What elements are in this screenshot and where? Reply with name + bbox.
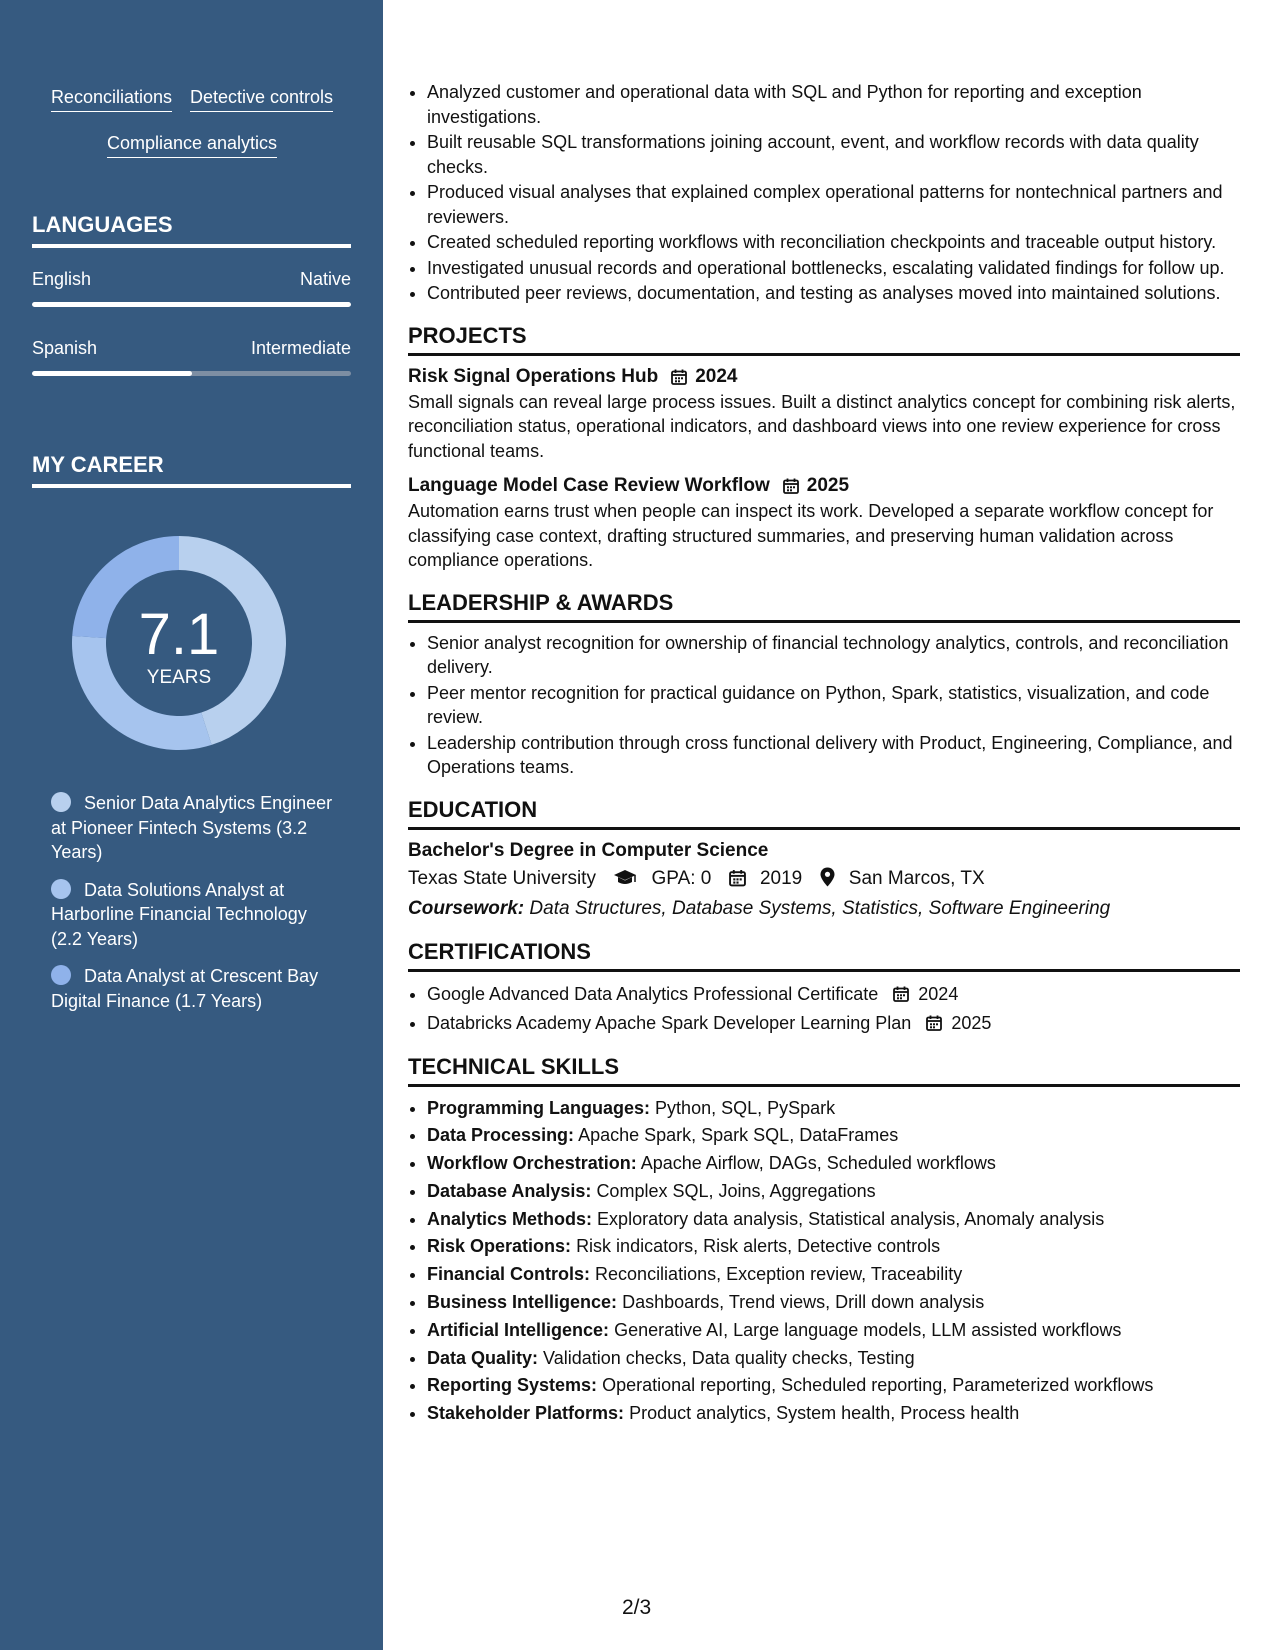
skill-value: Reconciliations, Exception review, Traceability (595, 1264, 963, 1285)
skill-label: Database Analysis: (427, 1180, 592, 1201)
certifications-list (408, 980, 1240, 1037)
coursework-label: Coursework: (408, 897, 525, 919)
calendar-icon (671, 369, 687, 385)
calendar-icon (893, 986, 909, 1002)
skill-item (427, 1122, 1240, 1149)
skill-item (427, 1289, 1240, 1316)
language-proficiency-bar (32, 371, 351, 376)
tag-reconciliations[interactable]: Reconciliations (51, 86, 172, 112)
skill-value: Validation checks, Data quality checks, Testing (543, 1347, 915, 1368)
skill-value: Apache Spark, Spark SQL, DataFrames (578, 1125, 899, 1146)
career-legend-dot (51, 792, 71, 812)
experience-bullet: • Built reusable SQL transformations joining account, event, and workflow records with data quality checks. (427, 130, 1240, 179)
experience-bullet: • Created scheduled reporting workflows with reconciliation checkpoints and traceable output history. (427, 230, 1240, 255)
education-degree: Bachelor's Degree in Computer Science (408, 839, 769, 861)
tag-compliance-analytics[interactable]: Compliance analytics (107, 132, 277, 158)
skill-tags (32, 86, 352, 178)
skills-heading: TECHNICAL SKILLS (408, 1054, 1240, 1087)
education-coursework (408, 894, 1240, 924)
calendar-icon (926, 1015, 942, 1031)
skill-value: Apache Airflow, DAGs, Scheduled workflows (640, 1153, 996, 1174)
education-school: Texas State University (408, 867, 596, 889)
language-spanish (32, 337, 351, 376)
career-legend-dot (51, 965, 71, 985)
skill-label: Analytics Methods: (427, 1208, 593, 1229)
career-list (51, 791, 341, 1026)
experience-bullets (408, 80, 1240, 306)
skill-item (427, 1095, 1240, 1122)
skill-value: Exploratory data analysis, Statistical analysis, Anomaly analysis (597, 1208, 1105, 1229)
career-heading: MY CAREER (32, 452, 351, 488)
skills-list (408, 1095, 1240, 1428)
skill-label: Reporting Systems: (427, 1375, 598, 1396)
skill-item (427, 1345, 1240, 1372)
coursework-list: Data Structures, Database Systems, Statistics, Software Engineering (529, 897, 1111, 919)
leadership-list (408, 631, 1240, 780)
certification-name: Google Advanced Data Analytics Professional Certificate (427, 983, 879, 1004)
education-heading: EDUCATION (408, 797, 1240, 830)
education-details (408, 864, 1240, 894)
experience-bullet: • Produced visual analyses that explained complex operational patterns for nontechnical partners and reviewers. (427, 180, 1240, 229)
experience-bullet: • Contributed peer reviews, documentation, and testing as analyses moved into maintained solutions. (427, 281, 1240, 306)
leadership-item: • Senior analyst recognition for ownership of financial technology analytics, controls, and reconciliation delivery. (427, 631, 1240, 680)
language-english (32, 268, 351, 307)
language-name: Spanish (32, 338, 98, 358)
education-year: 2019 (759, 867, 803, 889)
skill-label: Financial Controls: (427, 1264, 591, 1285)
career-item-text: Senior Data Analytics Engineer at Pioneer Fintech Systems (3.2 Years) (51, 793, 333, 862)
skill-label: Workflow Orchestration: (427, 1153, 637, 1174)
page-number: 2/3 (622, 1596, 652, 1619)
project-title: Risk Signal Operations Hub (408, 365, 659, 387)
leadership-item: • Peer mentor recognition for practical guidance on Python, Spark, statistics, visualization, and code review. (427, 681, 1240, 730)
skill-item (427, 1206, 1240, 1233)
skill-item (427, 1400, 1240, 1427)
skill-item (427, 1178, 1240, 1205)
project-description: Small signals can reveal large process issues. Built a distinct analytics concept for combining risk alerts, reconciliation status, operational indicators, and dashboard views into one review experience for cross functional teams. (408, 391, 1236, 461)
graduation-cap-icon (613, 869, 637, 887)
career-years-unit: YEARS (146, 667, 212, 688)
language-level: Native (299, 269, 351, 289)
skill-label: Stakeholder Platforms: (427, 1403, 625, 1424)
leadership-item: • Leadership contribution through cross functional delivery with Product, Engineering, Compliance, and Operations teams. (427, 731, 1240, 780)
career-item-text: Data Solutions Analyst at Harborline Financial Technology (2.2 Years) (51, 879, 307, 949)
career-item (51, 878, 341, 952)
skill-item (427, 1261, 1240, 1288)
skill-item (427, 1317, 1240, 1344)
career-item (51, 964, 341, 1013)
project-item (408, 364, 1240, 464)
language-level: Intermediate (250, 338, 351, 358)
skill-label: Data Quality: (427, 1347, 539, 1368)
career-total-years: 7.1 (138, 602, 220, 667)
career-legend-dot (51, 879, 71, 899)
skill-value: Product analytics, System health, Process health (629, 1403, 1020, 1424)
location-pin-icon (820, 867, 835, 887)
skill-label: Risk Operations: (427, 1236, 572, 1257)
certification-year: 2025 (951, 1012, 992, 1033)
language-name: English (32, 269, 92, 289)
sidebar (0, 0, 383, 1650)
education-entry (408, 838, 1240, 924)
experience-bullet: • Analyzed customer and operational data with SQL and Python for reporting and exception investigations. (427, 80, 1240, 129)
career-item-text: Data Analyst at Crescent Bay Digital Finance (1.7 Years) (51, 966, 319, 1011)
project-year: 2024 (695, 365, 738, 387)
skill-value: Operational reporting, Scheduled reporting, Parameterized workflows (602, 1375, 1154, 1396)
languages-heading: LANGUAGES (32, 212, 351, 248)
skill-item (427, 1233, 1240, 1260)
skill-value: Complex SQL, Joins, Aggregations (596, 1180, 876, 1201)
skill-value: Generative AI, Large language models, LLM assisted workflows (614, 1319, 1122, 1340)
career-donut-chart (66, 530, 292, 756)
language-proficiency-fill (32, 302, 351, 307)
certifications-heading: CERTIFICATIONS (408, 939, 1240, 972)
career-item (51, 791, 341, 865)
leadership-heading: LEADERSHIP & AWARDS (408, 590, 1240, 623)
project-year: 2025 (806, 475, 850, 496)
project-item (408, 473, 1240, 573)
project-title: Language Model Case Review Workflow (408, 475, 770, 496)
education-location: San Marcos, TX (848, 867, 985, 889)
skill-label: Artificial Intelligence: (427, 1319, 610, 1340)
language-proficiency-bar (32, 302, 351, 307)
skill-value: Risk indicators, Risk alerts, Detective controls (576, 1236, 941, 1257)
skill-value: Python, SQL, PySpark (655, 1097, 836, 1118)
experience-bullet: • Investigated unusual records and operational bottlenecks, escalating validated findings for follow up. (427, 256, 1240, 281)
language-proficiency-fill (32, 371, 192, 376)
education-gpa: GPA: 0 (651, 867, 712, 889)
skill-label: Business Intelligence: (427, 1292, 618, 1313)
certification-name: Databricks Academy Apache Spark Developer Learning Plan (427, 1012, 912, 1033)
skill-label: Data Processing: (427, 1125, 575, 1146)
skill-label: Programming Languages: (427, 1097, 651, 1118)
certification-year: 2024 (918, 983, 959, 1004)
calendar-icon (729, 869, 746, 887)
tag-detective-controls[interactable]: Detective controls (190, 86, 333, 112)
skill-value: Dashboards, Trend views, Drill down analysis (622, 1292, 985, 1313)
projects-heading: PROJECTS (408, 323, 1240, 356)
skill-item (427, 1150, 1240, 1177)
main-content (408, 80, 1240, 1428)
certification-item (427, 1009, 1240, 1037)
certification-item (427, 980, 1240, 1008)
calendar-icon (783, 478, 799, 494)
project-description: Automation earns trust when people can inspect its work. Developed a separate workflow concept for classifying case context, drafting structured summaries, and preserving human validation across compliance operations. (408, 501, 1214, 570)
skill-item (427, 1372, 1240, 1399)
